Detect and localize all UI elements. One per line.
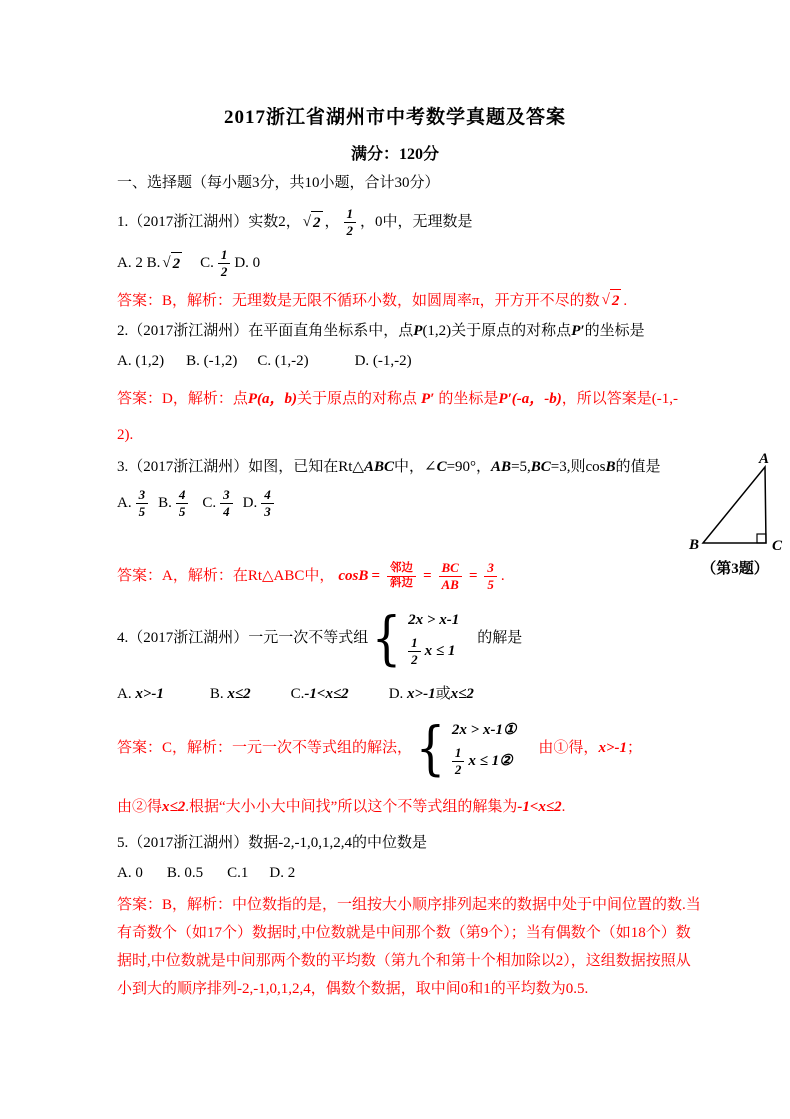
- q2-answer-line2: 2).: [117, 427, 134, 443]
- fraction: [218, 247, 231, 279]
- q4-answer-line1: [117, 715, 642, 781]
- system-row2: [408, 635, 455, 667]
- fraction: [136, 487, 149, 519]
- q4-stem-text-end: 的解是: [477, 630, 523, 646]
- triangle-figure: [685, 448, 785, 553]
- option-label: A.: [117, 686, 136, 702]
- q1-option-c-label: C.: [200, 255, 214, 271]
- math-var: P′(-a，-b): [498, 391, 562, 407]
- answer-math: -1<x≤2: [517, 799, 562, 815]
- q1-option-d: D. 0: [234, 255, 261, 271]
- fraction-denominator: 2: [454, 761, 462, 777]
- q2-stem-text: (1,2)关于原点的对称点: [422, 323, 572, 339]
- radical-sign: √: [302, 213, 311, 230]
- q5-answer-line4: 小到大的顺序排列-2,-1,0,1,2,4，偶数个数据，取中间0和1的平均数为0.5.: [117, 981, 589, 997]
- fraction-denominator: 2: [346, 222, 354, 238]
- q5-option-d: D. 2: [269, 865, 296, 881]
- q3-answer-period: .: [500, 568, 505, 584]
- q4-option-c: [291, 683, 349, 705]
- vertex-label-a: A: [759, 451, 770, 467]
- inequality-system: [412, 714, 517, 782]
- option-math: x>-1: [135, 686, 164, 702]
- q1-stem-comma: ，: [324, 214, 340, 230]
- q4-answer-period: .: [561, 799, 566, 815]
- q3-answer-text: 答案：A，解析：在Rt△ABC中，: [117, 568, 335, 584]
- fraction: [344, 206, 357, 238]
- q3-option-b-label: B.: [158, 495, 172, 511]
- equals-sign: =: [468, 568, 478, 584]
- vertex-label-c: C: [772, 538, 783, 554]
- q3-stem-text: 中，∠: [393, 459, 437, 475]
- q3-stem-text: =5,: [511, 459, 531, 475]
- fraction: [408, 635, 421, 667]
- q3-answer: [117, 554, 505, 598]
- math-var: BC: [530, 459, 551, 475]
- fraction-numerator: 4: [176, 487, 189, 504]
- q5-answer-line2: 有奇数个（如17个）数据时,中位数就是中间那个数（第9个）；当有偶数个（如18个）数: [117, 925, 691, 941]
- page-title: 2017浙江省湖州市中考数学真题及答案: [223, 107, 566, 128]
- q2-stem: [117, 320, 645, 342]
- fraction-numerator: 邻边: [387, 562, 416, 577]
- q4-answer-line2: [117, 796, 565, 818]
- radicand: 2: [171, 252, 183, 275]
- fraction-numerator: 1: [408, 635, 421, 652]
- q4-option-a: [117, 683, 164, 705]
- q3-option-c-label: C.: [202, 495, 217, 511]
- equals-sign: =: [371, 568, 380, 584]
- math-var: P′: [421, 391, 435, 407]
- fraction-denominator: 5: [487, 576, 494, 592]
- q4-stem-text: 4.（2017浙江湖州）一元一次不等式组: [117, 630, 369, 646]
- q3-stem-text: 3.（2017浙江湖州）如图，已知在Rt△: [117, 459, 364, 475]
- inequality-system: [368, 604, 460, 672]
- q4-stem: [117, 605, 522, 671]
- left-brace: {: [415, 714, 446, 782]
- option-label: D.: [388, 686, 408, 702]
- q3-options: [117, 483, 278, 523]
- q1-stem-text-end: ，0中，无理数是: [360, 214, 473, 230]
- q2-answer-text: 答案：D，解析：点: [117, 391, 248, 407]
- q1-answer-period: .: [623, 292, 628, 309]
- fraction-numerator: BC: [439, 560, 462, 577]
- q2-options: [117, 350, 412, 372]
- fraction-denominator: 2: [411, 651, 418, 667]
- system-row2: [452, 745, 513, 777]
- math-var: P(a，b): [247, 391, 297, 407]
- q4-answer-text: 答案：C，解析：一元一次不等式组的解法，: [117, 740, 413, 756]
- fraction-denominator: AB: [441, 576, 459, 592]
- sqrt-radical: [162, 252, 182, 275]
- fraction: [387, 562, 416, 591]
- q4-answer-text: 由②得: [117, 799, 163, 815]
- fraction-denominator: 4: [223, 503, 230, 519]
- figure-caption: （第3题）: [701, 561, 769, 577]
- right-triangle: [703, 467, 766, 543]
- math-var: C: [436, 459, 447, 475]
- option-math: x≤2: [450, 686, 474, 702]
- fraction-denominator: 5: [178, 503, 186, 519]
- fraction-numerator: 4: [261, 487, 274, 504]
- q2-option-c: C. (1,-2): [257, 353, 309, 369]
- q1-stem-text: 1.（2017浙江湖州）实数2，: [117, 214, 301, 230]
- math-var: P: [413, 323, 423, 339]
- q3-option-d-label: D.: [242, 495, 258, 511]
- q1-answer-text: 答案：B，解析：无理数是无限不循环小数，如圆周率π，开方开不尽的数: [117, 292, 600, 309]
- fraction-denominator: 5: [138, 503, 146, 519]
- option-separator: 或: [435, 686, 451, 702]
- q3-stem-text: =90°，: [446, 459, 492, 475]
- fraction-numerator: 1: [218, 247, 231, 264]
- radical-sign: √: [601, 292, 610, 308]
- q3-option-a-label: A.: [117, 495, 132, 511]
- q5-answer-line3: 据时,中位数就是中间那两个数的平均数（第九个和第十个相加除以2），这组数据按照从: [117, 953, 691, 969]
- fraction: [439, 560, 462, 592]
- q4-answer-text: 由①得，: [538, 740, 599, 756]
- system-row1: 2x > x-1: [408, 611, 460, 628]
- q2-option-a: A. (1,2): [117, 353, 165, 369]
- q5-option-c: C.1: [227, 865, 249, 881]
- math-var: AB: [491, 459, 512, 475]
- answer-math: x>-1: [598, 740, 627, 756]
- q5-option-b: B. 0.5: [166, 865, 204, 881]
- q2-option-b: B. (-1,2): [186, 353, 238, 369]
- fraction-denominator: 3: [264, 503, 271, 519]
- q5-options: [117, 862, 295, 884]
- q2-answer-line1: [117, 388, 678, 410]
- option-label: C.: [290, 686, 305, 702]
- math-var: P′: [571, 323, 585, 339]
- q1-options: [117, 245, 260, 281]
- q2-answer-text: 的坐标是: [438, 391, 499, 407]
- math-var: B: [605, 459, 616, 475]
- score-line: 满分：120分: [350, 146, 439, 163]
- fraction: [261, 487, 274, 519]
- math-cos: cosB: [338, 568, 369, 584]
- option-label: B.: [209, 686, 228, 702]
- q1-stem: [117, 205, 473, 239]
- system-row2-rest: x ≤ 1②: [468, 753, 513, 769]
- right-angle-mark: [757, 534, 766, 543]
- fraction-numerator: 3: [136, 487, 149, 504]
- left-brace: {: [371, 604, 402, 672]
- q4-answer-text: .根据“大小小大中间找”所以这个不等式组的解集为: [185, 799, 518, 815]
- q3-stem: [117, 456, 661, 478]
- q2-option-d: D. (-1,-2): [354, 353, 412, 369]
- option-math: -1<x≤2: [304, 686, 349, 702]
- equals-sign: =: [422, 568, 432, 584]
- q5-option-a: A. 0: [117, 865, 143, 881]
- q2-answer-text-end: ，所以答案是(-1,-: [561, 391, 679, 407]
- fraction-numerator: 3: [484, 560, 497, 577]
- vertex-label-b: B: [689, 537, 700, 553]
- answer-math: x≤2: [162, 799, 186, 815]
- q3-stem-text: =3,则cos: [550, 459, 606, 475]
- sqrt-radical: [602, 289, 622, 312]
- system-row1: 2x > x-1①: [451, 721, 517, 738]
- fraction-numerator: 1: [452, 745, 465, 762]
- q1-answer: [117, 289, 627, 312]
- radical-sign: √: [162, 254, 171, 271]
- option-math: x≤2: [227, 686, 251, 702]
- fraction-numerator: 3: [220, 487, 233, 504]
- q4-answer-text: ；: [626, 740, 642, 756]
- section-heading: 一、选择题（每小题3分，共10小题，合计30分）: [117, 175, 440, 191]
- q1-option-ab: A. 2 B.: [117, 255, 161, 271]
- radicand: 2: [311, 211, 323, 234]
- q2-stem-text: 2.（2017浙江湖州）在平面直角坐标系中，点: [117, 323, 414, 339]
- system-row2-rest: x ≤ 1: [424, 643, 456, 659]
- q4-option-d: [389, 683, 474, 705]
- fraction-numerator: 1: [344, 206, 357, 223]
- fraction: [176, 487, 189, 519]
- option-math: x>-1: [407, 686, 436, 702]
- math-var: ABC: [363, 459, 394, 475]
- q4-option-b: [210, 683, 251, 705]
- fraction-denominator: 斜边: [389, 576, 413, 589]
- fraction: [452, 745, 465, 777]
- sqrt-radical: [303, 211, 323, 234]
- q2-answer-text: 关于原点的对称点: [297, 391, 418, 407]
- radicand: 2: [610, 289, 622, 312]
- fraction: [220, 487, 233, 519]
- q5-stem: 5.（2017浙江湖州）数据-2,-1,0,1,2,4的中位数是: [117, 835, 427, 851]
- q5-answer-line1: 答案：B，解析：中位数指的是，一组按大小顺序排列起来的数据中处于中间位置的数.当: [117, 897, 701, 913]
- q3-stem-text-end: 的值是: [615, 459, 661, 475]
- fraction: [484, 560, 497, 592]
- q4-options: [117, 683, 474, 705]
- fraction-denominator: 2: [220, 263, 228, 279]
- q2-stem-text-end: 的坐标是: [584, 323, 645, 339]
